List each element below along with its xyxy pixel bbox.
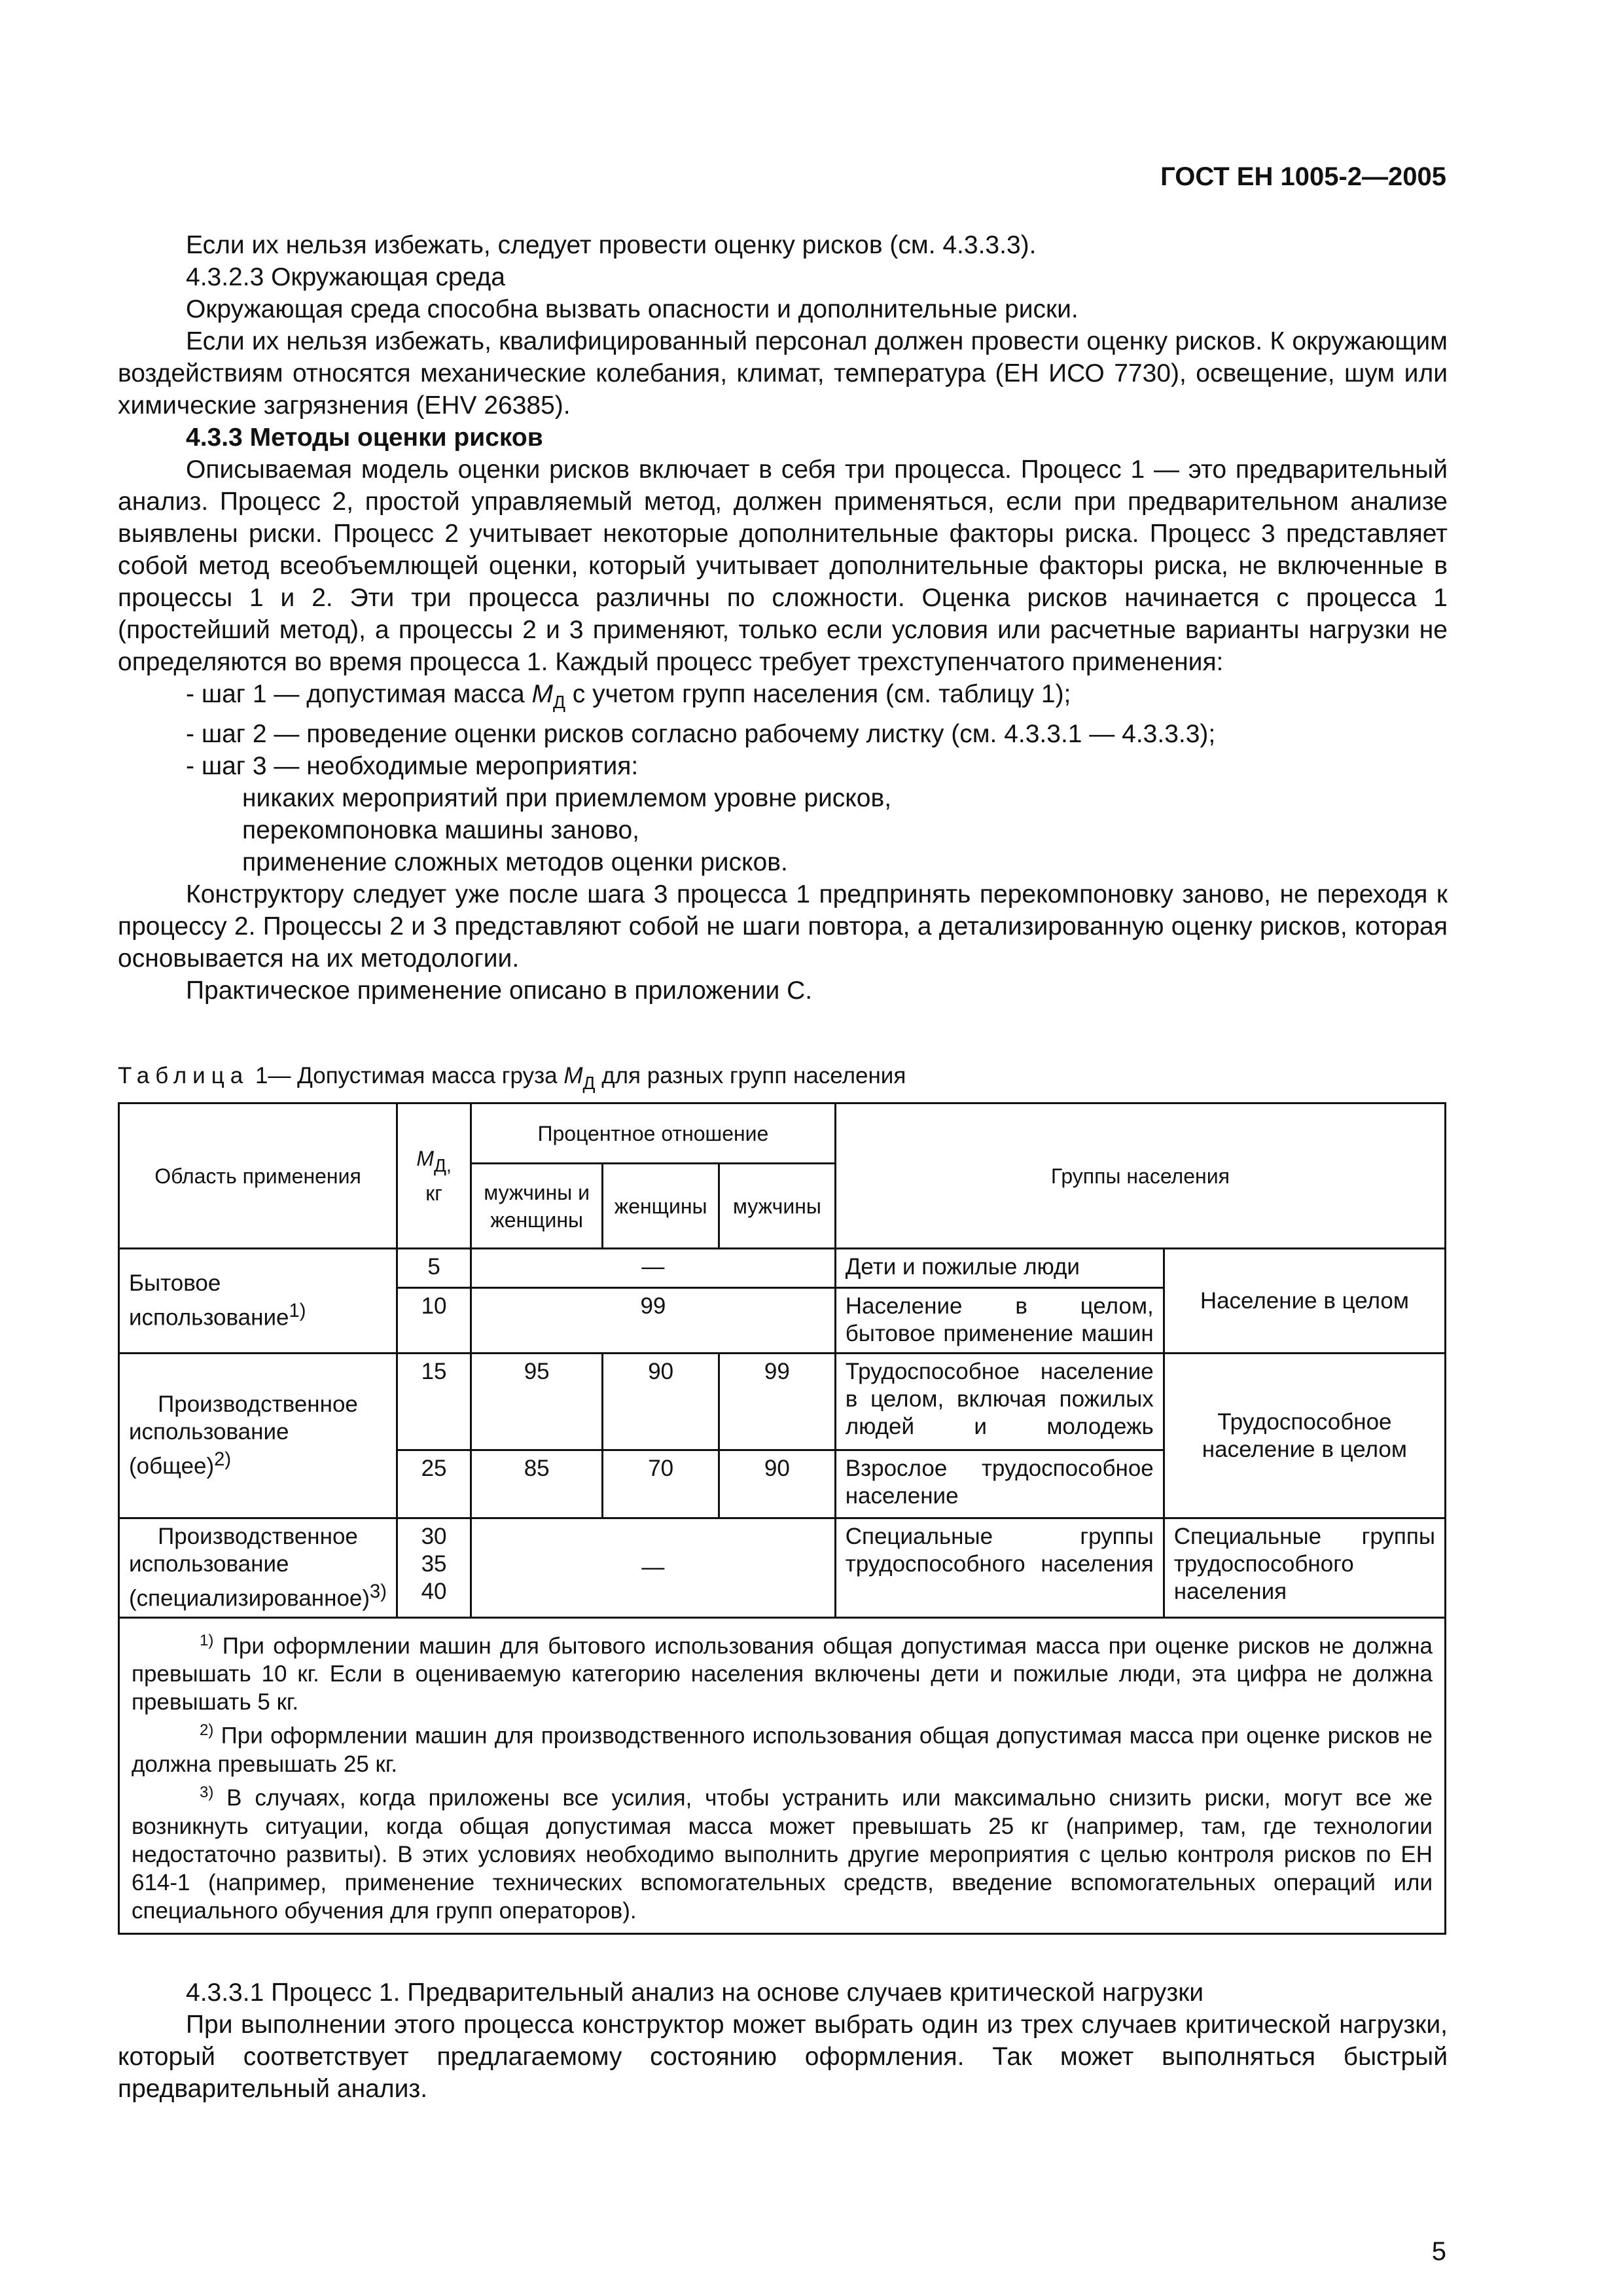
header-men: мужчины (719, 1164, 836, 1249)
running-header: ГОСТ ЕН 1005-2—2005 (1160, 162, 1446, 191)
footnote: $^{1)}$ При оформлении машин для бытового использования общая допустимая масса при оценке рисков не должна превышать 10 кг. Если в оцениваемую категорию населения включены дети и пожилые люди, эта цифра не должна превышать 5 кг. (132, 1631, 1433, 1715)
cell-men-women: 95 (471, 1354, 603, 1450)
table-caption: Таблица 1— Допустимая масса груза $М_Д$ для разных групп населения (118, 1063, 906, 1093)
paragraph: При выполнении этого процесса конструктор может выбрать один из трех случаев критической нагрузки, который соответствует предлагаемому состоянию оформления. Так может выполняться быстрый предварительный анализ. (118, 2011, 1448, 2103)
cell-group: Трудоспособное население в целом, включая пожилых людей и молодежь (835, 1354, 1164, 1450)
paragraph: Окружающая среда способна вызвать опасности и дополнительные риски. (186, 295, 1079, 323)
header-mass: МД, кг (397, 1103, 471, 1249)
cell-women: 90 (603, 1354, 719, 1450)
table-header-row (119, 1103, 1446, 1164)
mass-table (118, 1102, 1446, 1935)
cell-group: Специальные группы трудоспособного населения (835, 1518, 1164, 1618)
paragraph: Практическое применение описано в приложении С. (186, 977, 813, 1005)
paragraph: Конструктору следует уже после шага 3 процесса 1 предпринять перекомпоновку заново, не переходя к процессу 2. Процессы 2 и 3 представляют собой не шаги повтора, а детализированную оценку рисков, которая основывается на их методологии. (118, 880, 1448, 973)
cell-group-summary: Трудоспособное население в целом (1164, 1354, 1445, 1518)
cell-women: 70 (603, 1450, 719, 1518)
cell-percent: — (471, 1518, 836, 1618)
header-women: женщины (603, 1164, 719, 1249)
section-heading-4-3-3-1: 4.3.3.1 Процесс 1. Предварительный анализ на основе случаев критической нагрузки (186, 1979, 1204, 2007)
section-heading-4-3-2-3: 4.3.2.3 Окружающая среда (186, 263, 505, 291)
cell-men: 99 (719, 1354, 836, 1450)
paragraph: Если их нельзя избежать, следует провести оценку рисков (см. 4.3.3.3). (186, 231, 1037, 259)
footnote: $^{2)}$ При оформлении машин для производственного использования общая допустимая масса при оценке рисков не должна превышать 25 кг. (132, 1721, 1433, 1777)
list-item: - шаг 1 — допустимая масса $М_Д$ с учетом групп населения (см. таблицу 1); (186, 680, 1071, 712)
header-groups: Группы населения (835, 1103, 1445, 1249)
post-table-text (118, 1977, 1448, 2105)
table-row (119, 1249, 1446, 1288)
cell-men: 90 (719, 1450, 836, 1518)
cell-mass: 25 (397, 1450, 471, 1518)
table-footnotes (119, 1617, 1446, 1933)
cell-mass: 5 (397, 1249, 471, 1288)
cell-group-summary: Население в целом (1164, 1249, 1445, 1354)
list-item: никаких мероприятий при приемлемом уровне рисков, (242, 784, 892, 812)
cell-group: Дети и пожилые люди (835, 1249, 1164, 1288)
cell-mass: 30 35 40 (397, 1518, 471, 1618)
paragraph: Если их нельзя избежать, квалифицированный персонал должен провести оценку рисков. К окружающим воздействиям относятся механические колебания, климат, температура (ЕН ИСО 7730), освещение, шум или химические загрязнения (EHV 26385). (118, 327, 1448, 420)
list-item: перекомпоновка машины заново, (242, 816, 639, 844)
steps-list (118, 678, 1448, 782)
cell-men-women: 85 (471, 1450, 603, 1518)
section-heading-4-3-3: 4.3.3 Методы оценки рисков (186, 423, 543, 452)
cell-area: Производственное использование (специализированное)$^{3)}$ (119, 1518, 397, 1618)
main-text (118, 229, 1448, 1007)
header-percent: Процентное отношение (471, 1103, 836, 1164)
cell-group: Население в целом, бытовое применение машин (835, 1288, 1164, 1354)
list-item: применение сложных методов оценки рисков. (242, 848, 788, 876)
list-item: - шаг 3 — необходимые мероприятия: (186, 752, 639, 780)
table-row (119, 1518, 1446, 1618)
footnote: $^{3)}$ В случаях, когда приложены все усилия, чтобы устранить или максимально снизить риски, могут все же возникнуть ситуации, когда общая допустимая масса может превышать 25 кг (например, там, где технологии недостаточно развиты). В этих условиях необходимо выполнить другие мероприятия с целью контроля рисков по ЕН 614-1 (например, применение технических вспомогательных средств, введение вспомогательных операций или специального обучения для групп операторов). (132, 1783, 1433, 1924)
substeps-list (118, 782, 1448, 878)
footnotes-cell (119, 1617, 1446, 1933)
page-number: 5 (1431, 2237, 1446, 2266)
cell-group: Взрослое трудоспособное население (835, 1450, 1164, 1518)
table-row (119, 1354, 1446, 1450)
cell-percent: — (471, 1249, 836, 1288)
header-area: Область применения (119, 1103, 397, 1249)
cell-group-summary: Специальные группы трудоспособного населения (1164, 1518, 1445, 1618)
cell-area: Бытовое использование$^{1)}$ (119, 1249, 397, 1354)
cell-mass: 10 (397, 1288, 471, 1354)
header-men-women: мужчины и женщины (471, 1164, 603, 1249)
cell-percent: 99 (471, 1288, 836, 1354)
cell-mass: 15 (397, 1354, 471, 1450)
paragraph: Описываемая модель оценки рисков включает в себя три процесса. Процесс 1 — это предварительный анализ. Процесс 2, простой управляемый метод, должен применяться, если при предварительном анализе выявлены риски. Процесс 2 учитывает некоторые дополнительные факторы риска. Процесс 3 представляет собой метод всеобъемлющей оценки, который учитывает дополнительные факторы риска, не включенные в процессы 1 и 2. Эти три процесса различны по сложности. Оценка рисков начинается с процесса 1 (простейший метод), а процессы 2 и 3 применяют, только если условия или расчетные варианты нагрузки не определяются во время процесса 1. Каждый процесс требует трехступенчатого применения: (118, 456, 1448, 676)
list-item: - шаг 2 — проведение оценки рисков согласно рабочему листку (см. 4.3.3.1 — 4.3.3.3); (186, 720, 1216, 748)
cell-area: Производственное использование (общее)$^{2)}$ (119, 1354, 397, 1518)
